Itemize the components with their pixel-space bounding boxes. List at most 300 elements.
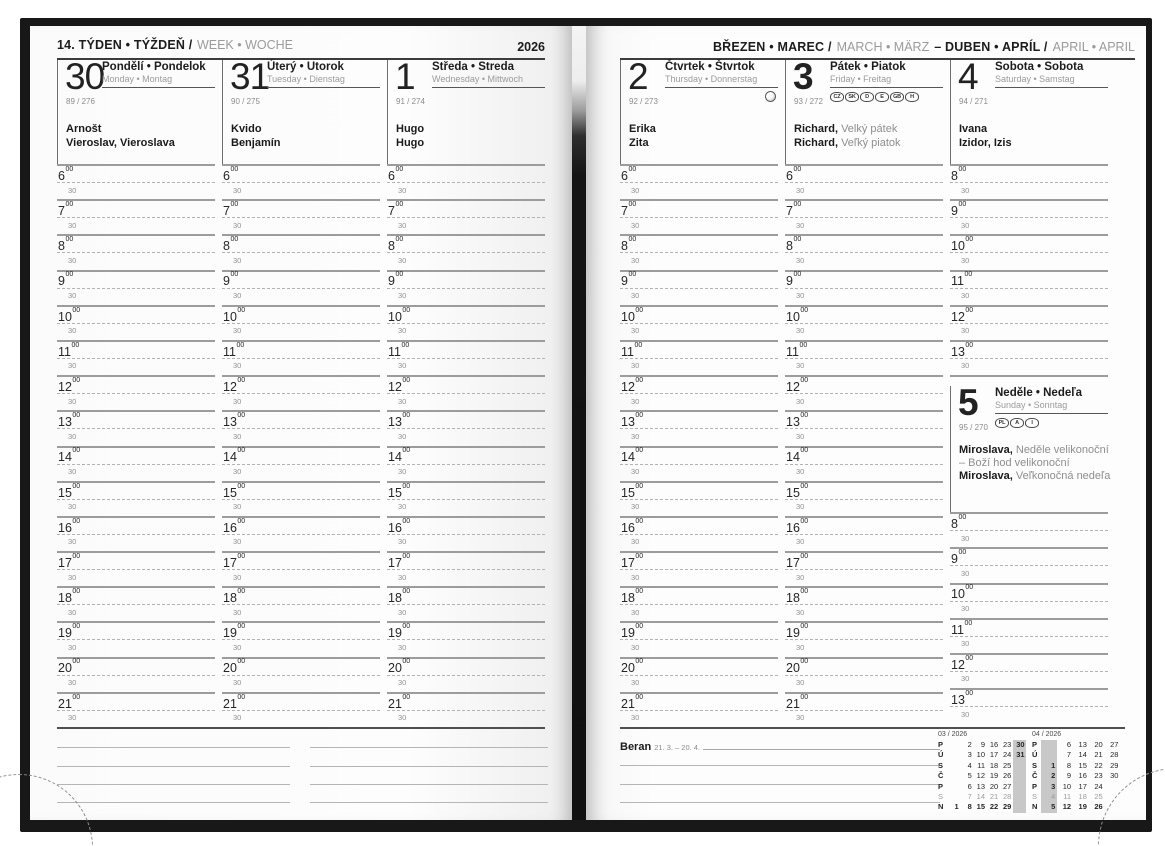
hour-block	[57, 164, 215, 199]
calendar-row	[1032, 782, 1120, 792]
hour-label: $19^{00}$	[223, 623, 246, 641]
hour-label: $16^{00}$	[223, 517, 246, 535]
day-name-local: Sobota • Sobota	[995, 61, 1084, 73]
calendar-day-letter: P	[1032, 781, 1038, 791]
calendar-day-cell: 5	[1041, 802, 1057, 812]
half-hour-label: 30	[631, 642, 640, 652]
day-name-intl: Monday • Montag	[102, 74, 173, 84]
hour-block	[387, 516, 545, 551]
hour-label: $15^{00}$	[223, 482, 246, 500]
hour-label: $19^{00}$	[58, 623, 81, 641]
half-hour-label: 30	[68, 185, 77, 195]
calendar-day-cell: 23	[1094, 771, 1103, 781]
hour-label: $20^{00}$	[786, 658, 809, 676]
half-hour-label: 30	[796, 361, 805, 371]
day-name-intl: Friday • Freitag	[830, 74, 892, 84]
half-hour-label: 30	[233, 361, 242, 371]
time-grid	[57, 164, 215, 727]
calendar-day-cell: 9	[1066, 771, 1072, 781]
half-hour-label: 30	[631, 537, 640, 547]
name-day-entries	[959, 123, 1108, 150]
calendar-day-cell: 12	[976, 771, 986, 781]
day-of-year: 91 / 274	[396, 97, 425, 106]
hour-label: $20^{00}$	[388, 658, 411, 676]
calendar-day-cell	[1013, 782, 1026, 792]
day-name-block	[102, 61, 215, 102]
day-header	[950, 56, 1108, 164]
hour-label: $10^{00}$	[58, 306, 81, 324]
hour-label: $12^{00}$	[388, 376, 411, 395]
day-column	[785, 56, 943, 727]
calendar-day-cell: 27	[1003, 781, 1012, 791]
left-page	[30, 26, 572, 820]
hour-block	[387, 199, 545, 234]
time-grid	[785, 164, 943, 727]
week-label: 14. TÝDEN • TÝŽDEŇ /	[57, 38, 193, 52]
calendar-day-cell: 20	[989, 781, 999, 791]
hour-block	[620, 164, 778, 199]
hour-label: $9^{00}$	[223, 271, 239, 289]
hour-label: $21^{00}$	[621, 693, 644, 711]
half-hour-label: 30	[68, 537, 77, 547]
calendar-row	[1032, 792, 1120, 802]
name-day-entry: Zita	[629, 136, 649, 149]
hour-block	[222, 657, 380, 692]
name-day-entries	[629, 123, 778, 150]
half-hour-label: 30	[631, 678, 640, 688]
half-hour-label: 30	[68, 326, 77, 336]
half-hour-label: 30	[233, 185, 242, 195]
hour-label: $10^{00}$	[786, 306, 809, 324]
calendar-day-letter: S	[1032, 791, 1038, 801]
half-hour-label: 30	[68, 607, 77, 617]
calendar-day-cell: 17	[1078, 781, 1087, 791]
hour-block	[57, 340, 215, 375]
calendar-day-cell	[1041, 750, 1057, 760]
hour-label: $10^{00}$	[388, 306, 411, 324]
zodiac-date-range: 21. 3. – 20. 4.	[654, 743, 701, 752]
day-header	[950, 382, 1111, 512]
half-hour-label: 30	[68, 396, 77, 406]
calendar-day-cell: 21	[989, 791, 999, 801]
half-hour-label: 30	[68, 713, 77, 723]
half-hour-label: 30	[961, 185, 970, 195]
hour-label: $8^{00}$	[786, 236, 802, 254]
half-hour-label: 30	[631, 467, 640, 476]
hour-label: $15^{00}$	[58, 482, 81, 500]
mini-calendar-march	[938, 731, 1026, 813]
hour-label: $9^{00}$	[388, 271, 404, 289]
hour-block	[785, 234, 943, 269]
month-header	[620, 38, 1135, 60]
day-name-block	[432, 61, 545, 102]
day-number: 31	[230, 56, 270, 97]
calendar-day-cell: 20	[1094, 740, 1103, 749]
hour-label: $16^{00}$	[786, 517, 809, 535]
mini-calendar-april	[1032, 731, 1120, 813]
calendar-day-letter: P	[938, 740, 944, 749]
hour-label: $12^{00}$	[786, 376, 809, 395]
name-day-entries	[396, 123, 545, 150]
calendar-day-cell: 9	[980, 740, 986, 749]
time-grid	[620, 164, 778, 727]
half-hour-label: 30	[796, 431, 805, 441]
hour-block	[387, 410, 545, 445]
holiday-country-badge: SK	[845, 92, 859, 102]
hour-block	[950, 688, 1108, 723]
calendar-day-cell: 23	[1003, 740, 1012, 749]
calendar-row	[938, 750, 1026, 760]
hour-block	[222, 234, 380, 269]
half-hour-label: 30	[398, 607, 407, 617]
calendar-day-cell: 14	[976, 791, 986, 801]
hour-label: $18^{00}$	[786, 588, 809, 606]
name-day-entry: Richard, Velký pátek	[794, 123, 898, 135]
hour-block	[785, 340, 943, 375]
calendar-day-cell: 19	[1078, 802, 1087, 812]
half-hour-label: 30	[233, 607, 242, 617]
hour-label: $18^{00}$	[58, 588, 81, 606]
calendar-day-letter: N	[938, 802, 944, 812]
half-hour-label: 30	[961, 639, 970, 649]
hour-block	[785, 586, 943, 621]
day-marks-row	[267, 91, 380, 102]
holiday-country-badge: PL	[995, 418, 1009, 428]
hour-block	[785, 164, 943, 199]
hour-block	[785, 621, 943, 656]
day-name-intl: Saturday • Samstag	[995, 74, 1075, 84]
hour-label: $9^{00}$	[951, 549, 967, 567]
name-day-entry: Kvido	[231, 123, 262, 135]
day-number: 3	[793, 56, 813, 97]
half-hour-label: 30	[796, 642, 805, 652]
day-number: 5	[958, 382, 978, 424]
calendar-day-cell: 19	[989, 771, 999, 781]
calendar-day-cell: 25	[1094, 791, 1103, 801]
calendar-day-cell	[947, 792, 960, 802]
hour-block	[222, 481, 380, 516]
half-hour-label: 30	[961, 568, 970, 578]
hour-block	[785, 551, 943, 586]
hour-label: $12^{00}$	[951, 306, 974, 324]
hour-block	[222, 692, 380, 727]
hour-block	[620, 340, 778, 375]
calendar-day-cell: 18	[989, 760, 999, 770]
day-name-intl: Thursday • Donnerstag	[665, 74, 758, 84]
hour-block	[620, 270, 778, 305]
name-day-entry: Hugo	[396, 123, 425, 135]
hour-block	[620, 657, 778, 692]
half-hour-label: 30	[961, 220, 970, 230]
hour-block	[620, 586, 778, 621]
hour-label: $9^{00}$	[951, 201, 967, 219]
hour-label: $8^{00}$	[388, 236, 404, 254]
calendar-day-cell: 3	[1041, 782, 1057, 792]
hour-label: $9^{00}$	[621, 271, 637, 289]
holiday-country-badge: GB	[890, 92, 904, 102]
name-day-entries	[231, 123, 380, 150]
hour-block	[387, 551, 545, 586]
hour-block	[950, 583, 1108, 618]
calendar-day-cell: 24	[1094, 781, 1103, 791]
hour-label: $6^{00}$	[786, 165, 802, 183]
day-marks-row	[830, 91, 943, 102]
day-name-block	[665, 61, 778, 102]
calendar-row	[938, 792, 1026, 802]
half-hour-label: 30	[631, 361, 640, 371]
day-number: 4	[958, 56, 978, 97]
half-hour-label: 30	[68, 572, 77, 582]
calendar-day-cell: 8	[1066, 760, 1072, 770]
hour-label: $8^{00}$	[223, 236, 239, 254]
hour-block	[785, 481, 943, 516]
calendar-day-cell: 25	[1003, 760, 1012, 770]
sunday-section	[950, 382, 1111, 723]
half-hour-label: 30	[631, 502, 640, 512]
month-label-czsk-1: BŘEZEN • MAREC /	[712, 40, 832, 54]
time-grid	[950, 512, 1108, 723]
day-marks-row	[665, 91, 778, 102]
calendar-title: 03 / 2026	[938, 731, 968, 738]
half-hour-label: 30	[68, 291, 77, 301]
hour-block	[387, 481, 545, 516]
hour-block	[620, 375, 778, 410]
half-hour-label: 30	[631, 713, 640, 723]
half-hour-label: 30	[796, 607, 805, 617]
calendar-row	[1032, 761, 1120, 771]
half-hour-label: 30	[631, 431, 640, 441]
hour-label: $7^{00}$	[58, 201, 74, 219]
hour-block	[620, 621, 778, 656]
hour-block	[785, 657, 943, 692]
calendar-row	[1032, 771, 1120, 781]
calendar-day-cell: 29	[1003, 802, 1012, 812]
hour-block	[57, 375, 215, 410]
hour-label: $12^{00}$	[58, 376, 81, 395]
hour-block	[785, 410, 943, 445]
hour-label: $12^{00}$	[621, 376, 644, 395]
half-hour-label: 30	[796, 220, 805, 230]
day-header	[620, 56, 778, 164]
day-name-block	[995, 387, 1108, 428]
left-day-columns	[57, 56, 545, 732]
hour-label: $11^{00}$	[621, 341, 643, 359]
calendar-day-cell: 24	[1003, 750, 1012, 760]
hour-block	[222, 199, 380, 234]
calendar-day-cell	[1104, 782, 1120, 792]
calendar-title: 04 / 2026	[1032, 731, 1062, 738]
half-hour-label: 30	[796, 678, 805, 688]
holiday-country-badge: D	[860, 92, 874, 102]
hour-block	[57, 692, 215, 727]
hour-label: $6^{00}$	[388, 165, 404, 183]
hour-block	[950, 305, 1108, 340]
hour-block	[785, 446, 943, 481]
half-hour-label: 30	[398, 678, 407, 688]
half-hour-label: 30	[68, 642, 77, 652]
calendar-day-cell: 13	[976, 781, 986, 791]
day-name-local: Středa • Streda	[432, 61, 514, 73]
calendar-day-letter: Ú	[1032, 750, 1038, 760]
day-name-local: Úterý • Utorok	[267, 61, 344, 73]
day-marks-row	[432, 91, 545, 102]
holiday-country-badge: CZ	[830, 92, 844, 102]
month-label-czsk-2: – DUBEN • APRÍL /	[934, 40, 1048, 54]
note-line	[310, 802, 548, 803]
half-hour-label: 30	[233, 326, 242, 336]
note-line	[57, 784, 290, 785]
half-hour-label: 30	[631, 326, 640, 336]
day-name-intl: Sunday • Sonntag	[995, 400, 1068, 411]
calendar-day-cell: 11	[1063, 791, 1072, 801]
calendar-day-cell: 31	[1013, 750, 1026, 760]
hour-label: $11^{00}$	[951, 619, 973, 637]
calendar-row	[938, 771, 1026, 781]
hour-label: $11^{00}$	[388, 341, 410, 359]
month-label-intl-2: APRIL • APRIL	[1052, 40, 1135, 54]
half-hour-label: 30	[68, 502, 77, 512]
hour-block	[222, 446, 380, 481]
half-hour-label: 30	[233, 642, 242, 652]
calendar-day-cell: 15	[976, 802, 986, 812]
note-line	[310, 747, 548, 748]
calendar-day-cell: 7	[1066, 750, 1072, 760]
hour-block	[222, 305, 380, 340]
hour-label: $6^{00}$	[58, 165, 74, 183]
day-name-local: Pondělí • Pondelok	[102, 61, 206, 73]
calendar-row	[938, 782, 1026, 792]
name-day-entry: Ivana	[959, 123, 988, 135]
note-line	[620, 802, 940, 803]
calendar-day-cell: 10	[1062, 781, 1072, 791]
hour-block	[387, 446, 545, 481]
hour-label: $13^{00}$	[951, 689, 974, 708]
hour-block	[387, 692, 545, 727]
hour-label: $11^{00}$	[58, 341, 80, 359]
calendar-day-cell: 3	[967, 750, 972, 760]
calendar-day-cell: 21	[1094, 750, 1103, 760]
hour-label: $21^{00}$	[388, 693, 411, 711]
hour-block	[57, 621, 215, 656]
hour-label: $8^{00}$	[58, 236, 74, 254]
calendar-day-cell	[947, 761, 960, 771]
hour-block	[222, 621, 380, 656]
name-day-entry: Miroslava, Veľkonočná nedeľa	[959, 470, 1111, 483]
half-hour-label: 30	[233, 291, 242, 301]
week-label-group	[57, 36, 293, 54]
hour-block	[950, 512, 1108, 547]
calendar-day-cell: 4	[1041, 792, 1057, 802]
name-day-entries	[66, 123, 215, 150]
hour-block	[387, 234, 545, 269]
hour-block	[785, 305, 943, 340]
hour-block	[387, 657, 545, 692]
hour-block	[620, 551, 778, 586]
half-hour-label: 30	[398, 642, 407, 652]
calendar-day-letter: P	[1032, 740, 1038, 749]
hour-block	[57, 446, 215, 481]
hour-block	[222, 375, 380, 410]
hour-block	[620, 481, 778, 516]
hour-block	[785, 692, 943, 727]
calendar-day-cell: 16	[989, 740, 999, 749]
calendar-day-cell: 1	[954, 802, 959, 812]
hour-block	[222, 410, 380, 445]
hour-block	[57, 410, 215, 445]
hour-label: $13^{00}$	[951, 341, 974, 359]
hour-label: $6^{00}$	[621, 165, 637, 183]
hour-block	[387, 340, 545, 375]
name-day-entry: Izidor, Izis	[959, 136, 1012, 149]
day-header	[387, 56, 545, 164]
zodiac-row	[620, 738, 940, 753]
day-column	[57, 56, 215, 727]
calendar-row	[938, 740, 1026, 750]
hour-block	[222, 164, 380, 199]
half-hour-label: 30	[398, 220, 407, 230]
hour-block	[785, 270, 943, 305]
hour-label: $13^{00}$	[388, 412, 411, 430]
day-name-block	[267, 61, 380, 102]
day-name-local: Neděle • Nedeľa	[995, 387, 1083, 400]
half-hour-label: 30	[796, 537, 805, 547]
note-line	[310, 784, 548, 785]
calendar-day-cell: 1	[1041, 761, 1057, 771]
hour-label: $14^{00}$	[786, 447, 809, 465]
day-header	[785, 56, 943, 164]
half-hour-label: 30	[961, 326, 970, 336]
zodiac-writing-line	[703, 738, 940, 750]
hour-label: $14^{00}$	[388, 447, 411, 465]
hour-label: $19^{00}$	[388, 623, 411, 641]
book-spine	[572, 26, 586, 820]
hour-block	[620, 305, 778, 340]
calendar-day-cell	[1013, 771, 1026, 781]
hour-label: $16^{00}$	[388, 517, 411, 535]
calendar-day-cell: 6	[967, 781, 972, 791]
half-hour-label: 30	[398, 431, 407, 441]
calendar-day-cell: 13	[1078, 740, 1087, 749]
hour-block	[222, 586, 380, 621]
holiday-country-badge: I	[1025, 418, 1039, 428]
hour-block	[57, 270, 215, 305]
half-hour-label: 30	[796, 185, 805, 195]
hour-block	[387, 586, 545, 621]
calendar-day-cell: 26	[1003, 771, 1012, 781]
day-number: 2	[628, 56, 648, 97]
hour-label: $8^{00}$	[621, 236, 637, 254]
note-line	[57, 747, 290, 748]
hour-block	[387, 621, 545, 656]
half-hour-label: 30	[233, 220, 242, 230]
half-hour-label: 30	[398, 396, 407, 406]
day-marks-row	[995, 91, 1108, 102]
hour-label: $19^{00}$	[621, 623, 644, 641]
calendar-row	[1032, 740, 1120, 750]
half-hour-label: 30	[233, 572, 242, 582]
hour-label: $21^{00}$	[58, 693, 81, 711]
name-day-entry: Richard, Veľký piatok	[794, 136, 901, 149]
calendar-day-cell: 6	[1066, 740, 1072, 749]
week-label-intl: WEEK • WOCHE	[196, 38, 293, 52]
hour-block	[620, 234, 778, 269]
hour-block	[950, 618, 1108, 653]
hour-label: $18^{00}$	[621, 588, 644, 606]
hour-label: $15^{00}$	[388, 482, 411, 500]
hour-block	[950, 340, 1108, 375]
hour-block	[620, 199, 778, 234]
calendar-day-cell	[947, 782, 960, 792]
